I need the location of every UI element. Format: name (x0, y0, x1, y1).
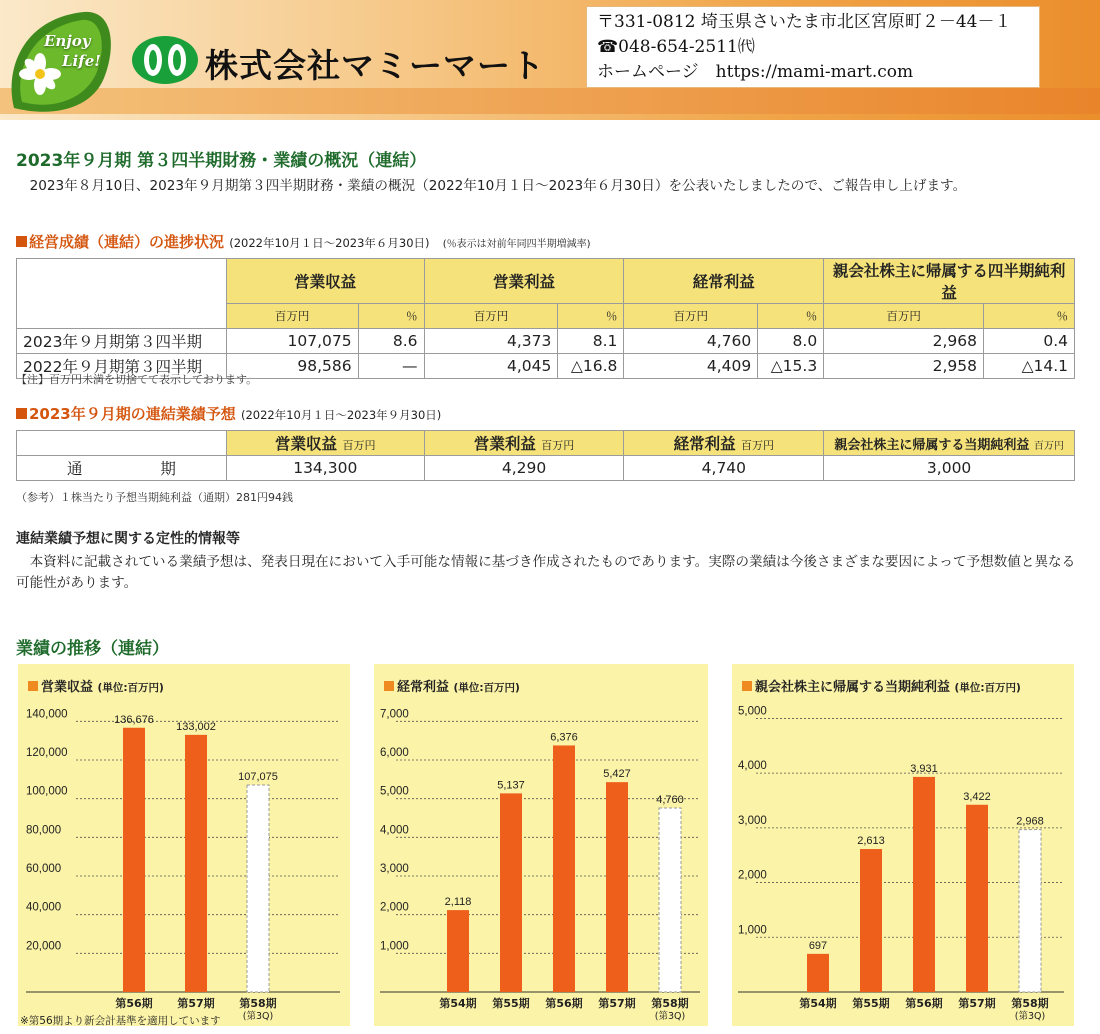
intro-text: 2023年８月10日、2023年９月期第３四半期財務・業績の概況（2022年10月１日～2023年６月30日）を公表いたしましたので、ご報告申し上げます。 (29, 178, 967, 194)
y-tick-label: 60,000 (26, 863, 62, 875)
x-tick-label: 第57期 (177, 997, 215, 1010)
bar (606, 782, 628, 992)
cell: 8.0 (758, 329, 824, 354)
page-header (0, 0, 1100, 120)
chart-title: 経常利益 (単位:百万円) (384, 676, 520, 695)
homepage: ホームページ https://mami-mart.com (597, 62, 914, 82)
qualitative-body: 本資料に記載されている業績予想は、発表日現在において入手可能な情報に基づき作成されたものであります。実際の業績は今後さまざまな要因によって予想数値と異なる可能性があります。 (16, 554, 1076, 591)
y-tick-label: 120,000 (26, 747, 68, 759)
row-label: 2023年９月期第３四半期 (17, 329, 227, 354)
bar-value-label: 2,613 (857, 835, 885, 848)
forecast-period: (2022年10月１日～2023年９月30日) (240, 408, 442, 422)
results-remark: (％表示は対前年同四半期増減率) (442, 239, 591, 250)
cell: 8.1 (558, 329, 624, 354)
bar-value-label: 107,075 (238, 770, 278, 783)
pct-label: ％ (358, 304, 424, 329)
x-tick-label: 第57期 (598, 997, 636, 1010)
forecast-table (16, 430, 1075, 481)
x-tick-sublabel: (第3Q) (1014, 1011, 1046, 1022)
col-header: 親会社株主に帰属する四半期純利益 (824, 259, 1075, 304)
y-tick-label: 100,000 (26, 785, 68, 798)
bar (1019, 830, 1041, 992)
bar-value-label: 697 (808, 939, 828, 952)
y-tick-label: 20,000 (26, 940, 62, 953)
bar-value-label: 133,002 (176, 720, 216, 733)
y-tick-label: 5,000 (380, 785, 409, 798)
net-income-chart (732, 664, 1074, 1026)
pct-label: ％ (758, 304, 824, 329)
col-header: 親会社株主に帰属する当期純利益 百万円 (824, 431, 1075, 456)
bar-value-label: 5,427 (603, 768, 631, 781)
cell: — (358, 354, 424, 379)
bar (447, 910, 469, 992)
phone: ☎048-654-2511㈹ (597, 37, 755, 57)
row-label: 通 期 (17, 456, 227, 481)
bar (860, 849, 882, 992)
cell: 134,300 (226, 456, 424, 481)
trend-heading: 業績の推移（連結） (16, 639, 169, 659)
col-header: 営業利益 百万円 (424, 431, 624, 456)
results-note: 【注】百万円未満を切捨てて表示しております。 (16, 373, 258, 386)
results-heading: 経営成績（連結）の進捗状況 (2022年10月１日～2023年６月30日) (％表示は対前年同四半期増減率) (16, 231, 591, 252)
x-tick-label: 第56期 (115, 997, 153, 1010)
revenue-chart (18, 664, 350, 1026)
bar (913, 777, 935, 992)
y-tick-label: 40,000 (26, 901, 62, 914)
y-tick-label: 2,000 (738, 869, 767, 882)
cell: 98,586 (226, 354, 358, 379)
y-tick-label: 3,000 (738, 814, 767, 827)
bar (966, 805, 988, 992)
bar (807, 954, 829, 992)
x-tick-label: 第54期 (799, 997, 837, 1010)
x-tick-label: 第58期 (1011, 997, 1049, 1010)
cell: 8.6 (358, 329, 424, 354)
cell: △14.1 (983, 354, 1074, 379)
cell: 4,290 (424, 456, 624, 481)
bar-value-label: 3,422 (963, 790, 991, 803)
y-tick-label: 140,000 (26, 708, 68, 721)
x-tick-label: 第55期 (492, 997, 530, 1010)
pct-label: ％ (983, 304, 1074, 329)
cell: 2,968 (824, 329, 984, 354)
y-tick-label: 1,000 (738, 924, 767, 937)
bar (247, 785, 269, 992)
bar-value-label: 2,118 (444, 896, 472, 909)
table-corner (17, 259, 227, 329)
y-tick-label: 7,000 (380, 708, 409, 721)
chart-square-icon (28, 681, 38, 691)
section-square-icon (16, 236, 27, 247)
cell: 4,760 (624, 329, 758, 354)
x-tick-label: 第58期 (239, 997, 277, 1010)
cell: 4,045 (424, 354, 558, 379)
y-tick-label: 4,000 (738, 760, 767, 773)
y-tick-label: 6,000 (380, 747, 409, 759)
forecast-note: （参考）１株当たり予想当期純利益（通期）281円94銭 (16, 491, 293, 504)
results-table (16, 258, 1075, 379)
ordinary-profit-chart (374, 664, 708, 1026)
unit-label: 百万円 (424, 304, 558, 329)
badge-text-1: Enjoy (44, 32, 91, 50)
x-tick-label: 第54期 (439, 997, 477, 1010)
cell: △15.3 (758, 354, 824, 379)
y-tick-label: 5,000 (738, 705, 767, 718)
bar (553, 745, 575, 992)
pct-label: ％ (558, 304, 624, 329)
table-row (17, 456, 1075, 481)
bar (123, 728, 145, 992)
qualitative-heading: 連結業績予想に関する定性的情報等 (16, 531, 240, 547)
y-tick-label: 3,000 (380, 863, 409, 875)
cell: 4,740 (624, 456, 824, 481)
bar-value-label: 5,137 (497, 779, 525, 792)
cell: 0.4 (983, 329, 1074, 354)
results-period: (2022年10月１日～2023年６月30日) (229, 236, 430, 250)
page-title: 2023年９月期 第３四半期財務・業績の概況（連結） (16, 151, 427, 171)
table-row (17, 329, 1075, 354)
chart-square-icon (384, 681, 394, 691)
chart-svg (732, 664, 1074, 1026)
bar-value-label: 136,676 (114, 713, 154, 726)
col-header: 営業収益 (226, 259, 424, 304)
x-tick-label: 第55期 (852, 997, 890, 1010)
bar-value-label: 3,931 (910, 762, 938, 775)
x-tick-label: 第56期 (905, 997, 943, 1010)
bar (659, 808, 681, 992)
col-header: 経常利益 (624, 259, 824, 304)
y-tick-label: 4,000 (380, 824, 409, 837)
y-tick-label: 80,000 (26, 824, 62, 837)
col-header: 経常利益 百万円 (624, 431, 824, 456)
x-tick-label: 第56期 (545, 997, 583, 1010)
chart-svg (18, 664, 350, 1026)
chart-title: 営業収益 (単位:百万円) (28, 676, 164, 695)
address: 〒331-0812 埼玉県さいたま市北区宮原町２－44－１ (597, 12, 1012, 32)
header-band (0, 88, 1100, 114)
enjoy-life-badge (4, 8, 116, 116)
chart-title: 親会社株主に帰属する当期純利益 (単位:百万円) (742, 676, 1021, 695)
cell: 4,409 (624, 354, 758, 379)
y-tick-label: 2,000 (380, 901, 409, 914)
cell: 107,075 (226, 329, 358, 354)
cell: 3,000 (824, 456, 1075, 481)
bar-value-label: 2,968 (1016, 815, 1044, 828)
chart-square-icon (742, 681, 752, 691)
unit-label: 百万円 (226, 304, 358, 329)
x-tick-label: 第57期 (958, 997, 996, 1010)
x-tick-sublabel: (第3Q) (654, 1011, 686, 1022)
x-tick-label: 第58期 (651, 997, 689, 1010)
bar (500, 793, 522, 992)
badge-text-2: Life! (62, 52, 101, 70)
forecast-heading: 2023年９月期の連結業績予想 (2022年10月１日～2023年９月30日) (16, 403, 441, 424)
mami-mart-logo-icon (130, 34, 200, 86)
y-tick-label: 1,000 (380, 940, 409, 953)
chart-footnote: ※第56期より新会計基準を適用しています (20, 1015, 221, 1027)
bar-value-label: 4,760 (656, 793, 684, 806)
x-tick-sublabel: (第3Q) (242, 1011, 274, 1022)
contact-box (586, 6, 1040, 88)
row-label: 2022年９月期第３四半期 (17, 354, 227, 379)
col-header: 営業収益 百万円 (226, 431, 424, 456)
cell: △16.8 (558, 354, 624, 379)
unit-label: 百万円 (624, 304, 758, 329)
company-name: 株式会社マミーマート (205, 46, 545, 85)
bar-value-label: 6,376 (550, 731, 578, 744)
col-header: 営業利益 (424, 259, 624, 304)
unit-label: 百万円 (824, 304, 984, 329)
bar (185, 735, 207, 992)
cell: 4,373 (424, 329, 558, 354)
cell: 2,958 (824, 354, 984, 379)
chart-svg (374, 664, 708, 1026)
section-square-icon (16, 408, 27, 419)
table-corner (17, 431, 227, 456)
